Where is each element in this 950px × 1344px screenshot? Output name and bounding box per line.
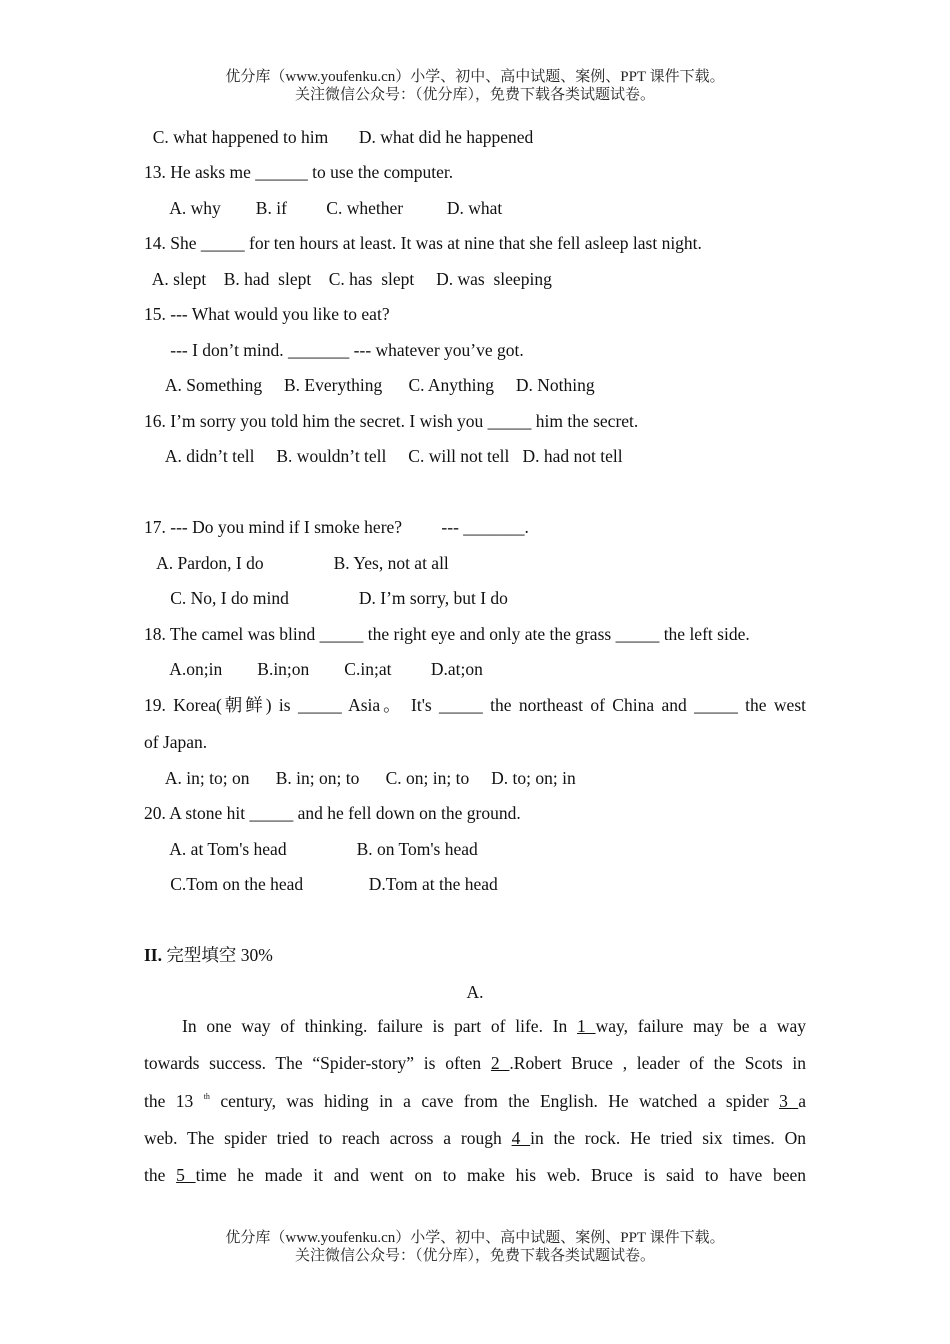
q18-stem: 18. The camel was blind _____ the right eye and only ate the grass _____ the left side.: [144, 624, 750, 644]
section-2-heading: [144, 944, 273, 966]
header-line-2: 关注微信公众号：（优分库），免费下载各类试题试卷。: [294, 87, 655, 103]
q14-stem: 14. She _____ for ten hours at least. It was at nine that she fell asleep last night.: [144, 233, 702, 253]
q16-stem: 16. I’m sorry you told him the secret. I wish you _____ him the secret.: [144, 411, 639, 431]
q20-stem: 20. A stone hit _____ and he fell down on the ground.: [144, 803, 521, 823]
passage-text: in the rock. He tried six times. On: [530, 1128, 807, 1148]
q17-options-cd: C. No, I do mind D. I’m sorry, but I do: [144, 588, 508, 608]
q15-reply: --- I don’t mind. _______ --- whatever you’ve got.: [144, 340, 524, 360]
q19-options: A. in; to; on B. in; on; to C. on; in; to D. to; on; in: [144, 768, 576, 788]
footer-line-1: 优分库（www.youfenku.cn）小学、初中、高中试题、案例、PPT 课件下载。: [225, 1230, 725, 1246]
q18-options: A.on;in B.in;on C.in;at D.at;on: [144, 659, 483, 679]
blank-4: 4: [511, 1128, 531, 1148]
q13-stem: 13. He asks me ______ to use the computer.: [144, 162, 454, 182]
q13-options: A. why B. if C. whether D. what: [144, 198, 503, 218]
section-2-numeral: II.: [144, 945, 162, 965]
blank-3: 3: [779, 1091, 799, 1111]
passage-text: way, failure may be a way: [595, 1016, 806, 1036]
q20-options-cd: C.Tom on the head D.Tom at the head: [144, 874, 498, 894]
q12-options: C. what happened to him D. what did he happened: [144, 127, 534, 147]
blank-2: 2: [490, 1053, 510, 1073]
page-header: [0, 68, 950, 104]
blank-1: 1: [577, 1016, 596, 1036]
passage-text: time he made it and went on to make his web. Bruce is said to have been: [195, 1165, 806, 1185]
passage-text: .Robert Bruce , leader of the Scots in: [509, 1053, 806, 1073]
q15-stem: 15. --- What would you like to eat?: [144, 304, 390, 324]
passage-line-5: [144, 1164, 806, 1186]
q19-stem-line-2: of Japan.: [144, 732, 208, 752]
q16-options: A. didn’t tell B. wouldn’t tell C. will not tell D. had not tell: [144, 446, 623, 466]
passage-line-1: [182, 1015, 806, 1037]
passage-text: century, was hiding in a cave from the English. He watched a spider: [209, 1091, 780, 1111]
passage-text: towards success. The “Spider-story” is often: [144, 1053, 491, 1073]
section-2-title: 完型填空 30%: [162, 945, 273, 965]
q15-options: A. Something B. Everything C. Anything D. Nothing: [144, 375, 595, 395]
ordinal-suffix: th: [203, 1092, 210, 1101]
page-footer: [0, 1229, 950, 1265]
q17-options-ab: A. Pardon, I do B. Yes, not at all: [144, 553, 449, 573]
blank-5: 5: [176, 1165, 196, 1185]
passage-line-4: [144, 1127, 806, 1149]
q14-options: A. slept B. had slept C. has slept D. was sleeping: [144, 269, 552, 289]
header-line-1: 优分库（www.youfenku.cn）小学、初中、高中试题、案例、PPT 课件下载。: [225, 69, 725, 85]
passage-text: a: [798, 1091, 807, 1111]
passage-text: the: [144, 1165, 177, 1185]
q17-stem: 17. --- Do you mind if I smoke here? --- _______.: [144, 517, 529, 537]
passage-line-2: [144, 1052, 806, 1074]
passage-label: A.: [466, 982, 484, 1002]
footer-line-2: 关注微信公众号：（优分库），免费下载各类试题试卷。: [294, 1248, 655, 1264]
passage-text: the 13: [144, 1091, 204, 1111]
q19-stem-line-1: 19. Korea(朝鲜) is _____ Asia。 It's _____ the northeast of China and _____ the west: [144, 695, 806, 715]
passage-text: In one way of thinking. failure is part of life. In: [182, 1016, 578, 1036]
passage-text: web. The spider tried to reach across a rough: [144, 1128, 512, 1148]
q20-options-ab: A. at Tom's head B. on Tom's head: [144, 839, 478, 859]
passage-line-3: [144, 1090, 806, 1112]
